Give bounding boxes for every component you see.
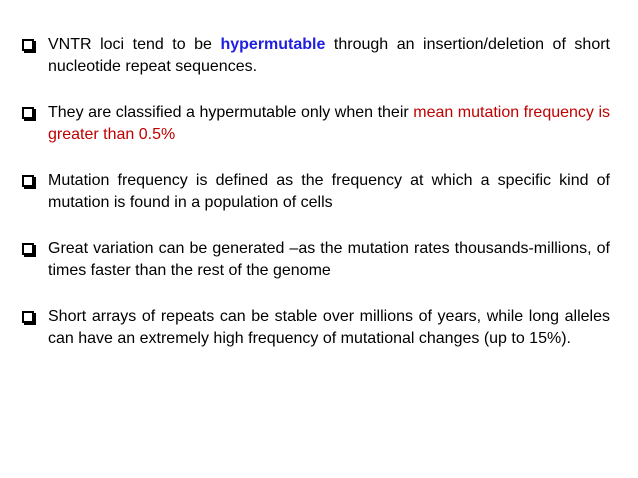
bullet-text (48, 36, 610, 75)
checkbox-bullet-icon (22, 107, 34, 119)
bullet-item-hypermutable (22, 34, 610, 78)
bullet-text-prefix: VNTR loci tend to be (48, 36, 221, 53)
highlight-threshold: mean mutation frequency is greater than 0.5% (48, 104, 611, 143)
bullet-item-short-arrays (22, 306, 610, 350)
bullet-text-suffix: through an insertion/deletion of short nucleotide repeat sequences. (48, 36, 610, 75)
bullet-text: Short arrays of repeats can be stable over millions of years, while long alleles can have an extremely high frequency of mutational changes (up to 15%). (48, 308, 610, 347)
checkbox-bullet-icon (22, 175, 34, 187)
checkbox-bullet-icon (22, 39, 34, 51)
checkbox-bullet-icon (22, 243, 34, 255)
bullet-item-classification (22, 102, 610, 146)
bullet-text (48, 104, 610, 143)
bullet-item-mutation-frequency (22, 170, 610, 214)
bullet-item-great-variation (22, 238, 610, 282)
bullet-text: Mutation frequency is defined as the frequency at which a specific kind of mutation is found in a population of cells (48, 172, 610, 211)
highlight-term: hypermutable (220, 36, 326, 53)
bullet-text: Great variation can be generated –as the mutation rates thousands-millions, of times faster than the rest of the genome (48, 240, 610, 279)
bullet-list (22, 34, 610, 350)
bullet-text-prefix: They are classified a hypermutable only when their (48, 104, 414, 121)
checkbox-bullet-icon (22, 311, 34, 323)
